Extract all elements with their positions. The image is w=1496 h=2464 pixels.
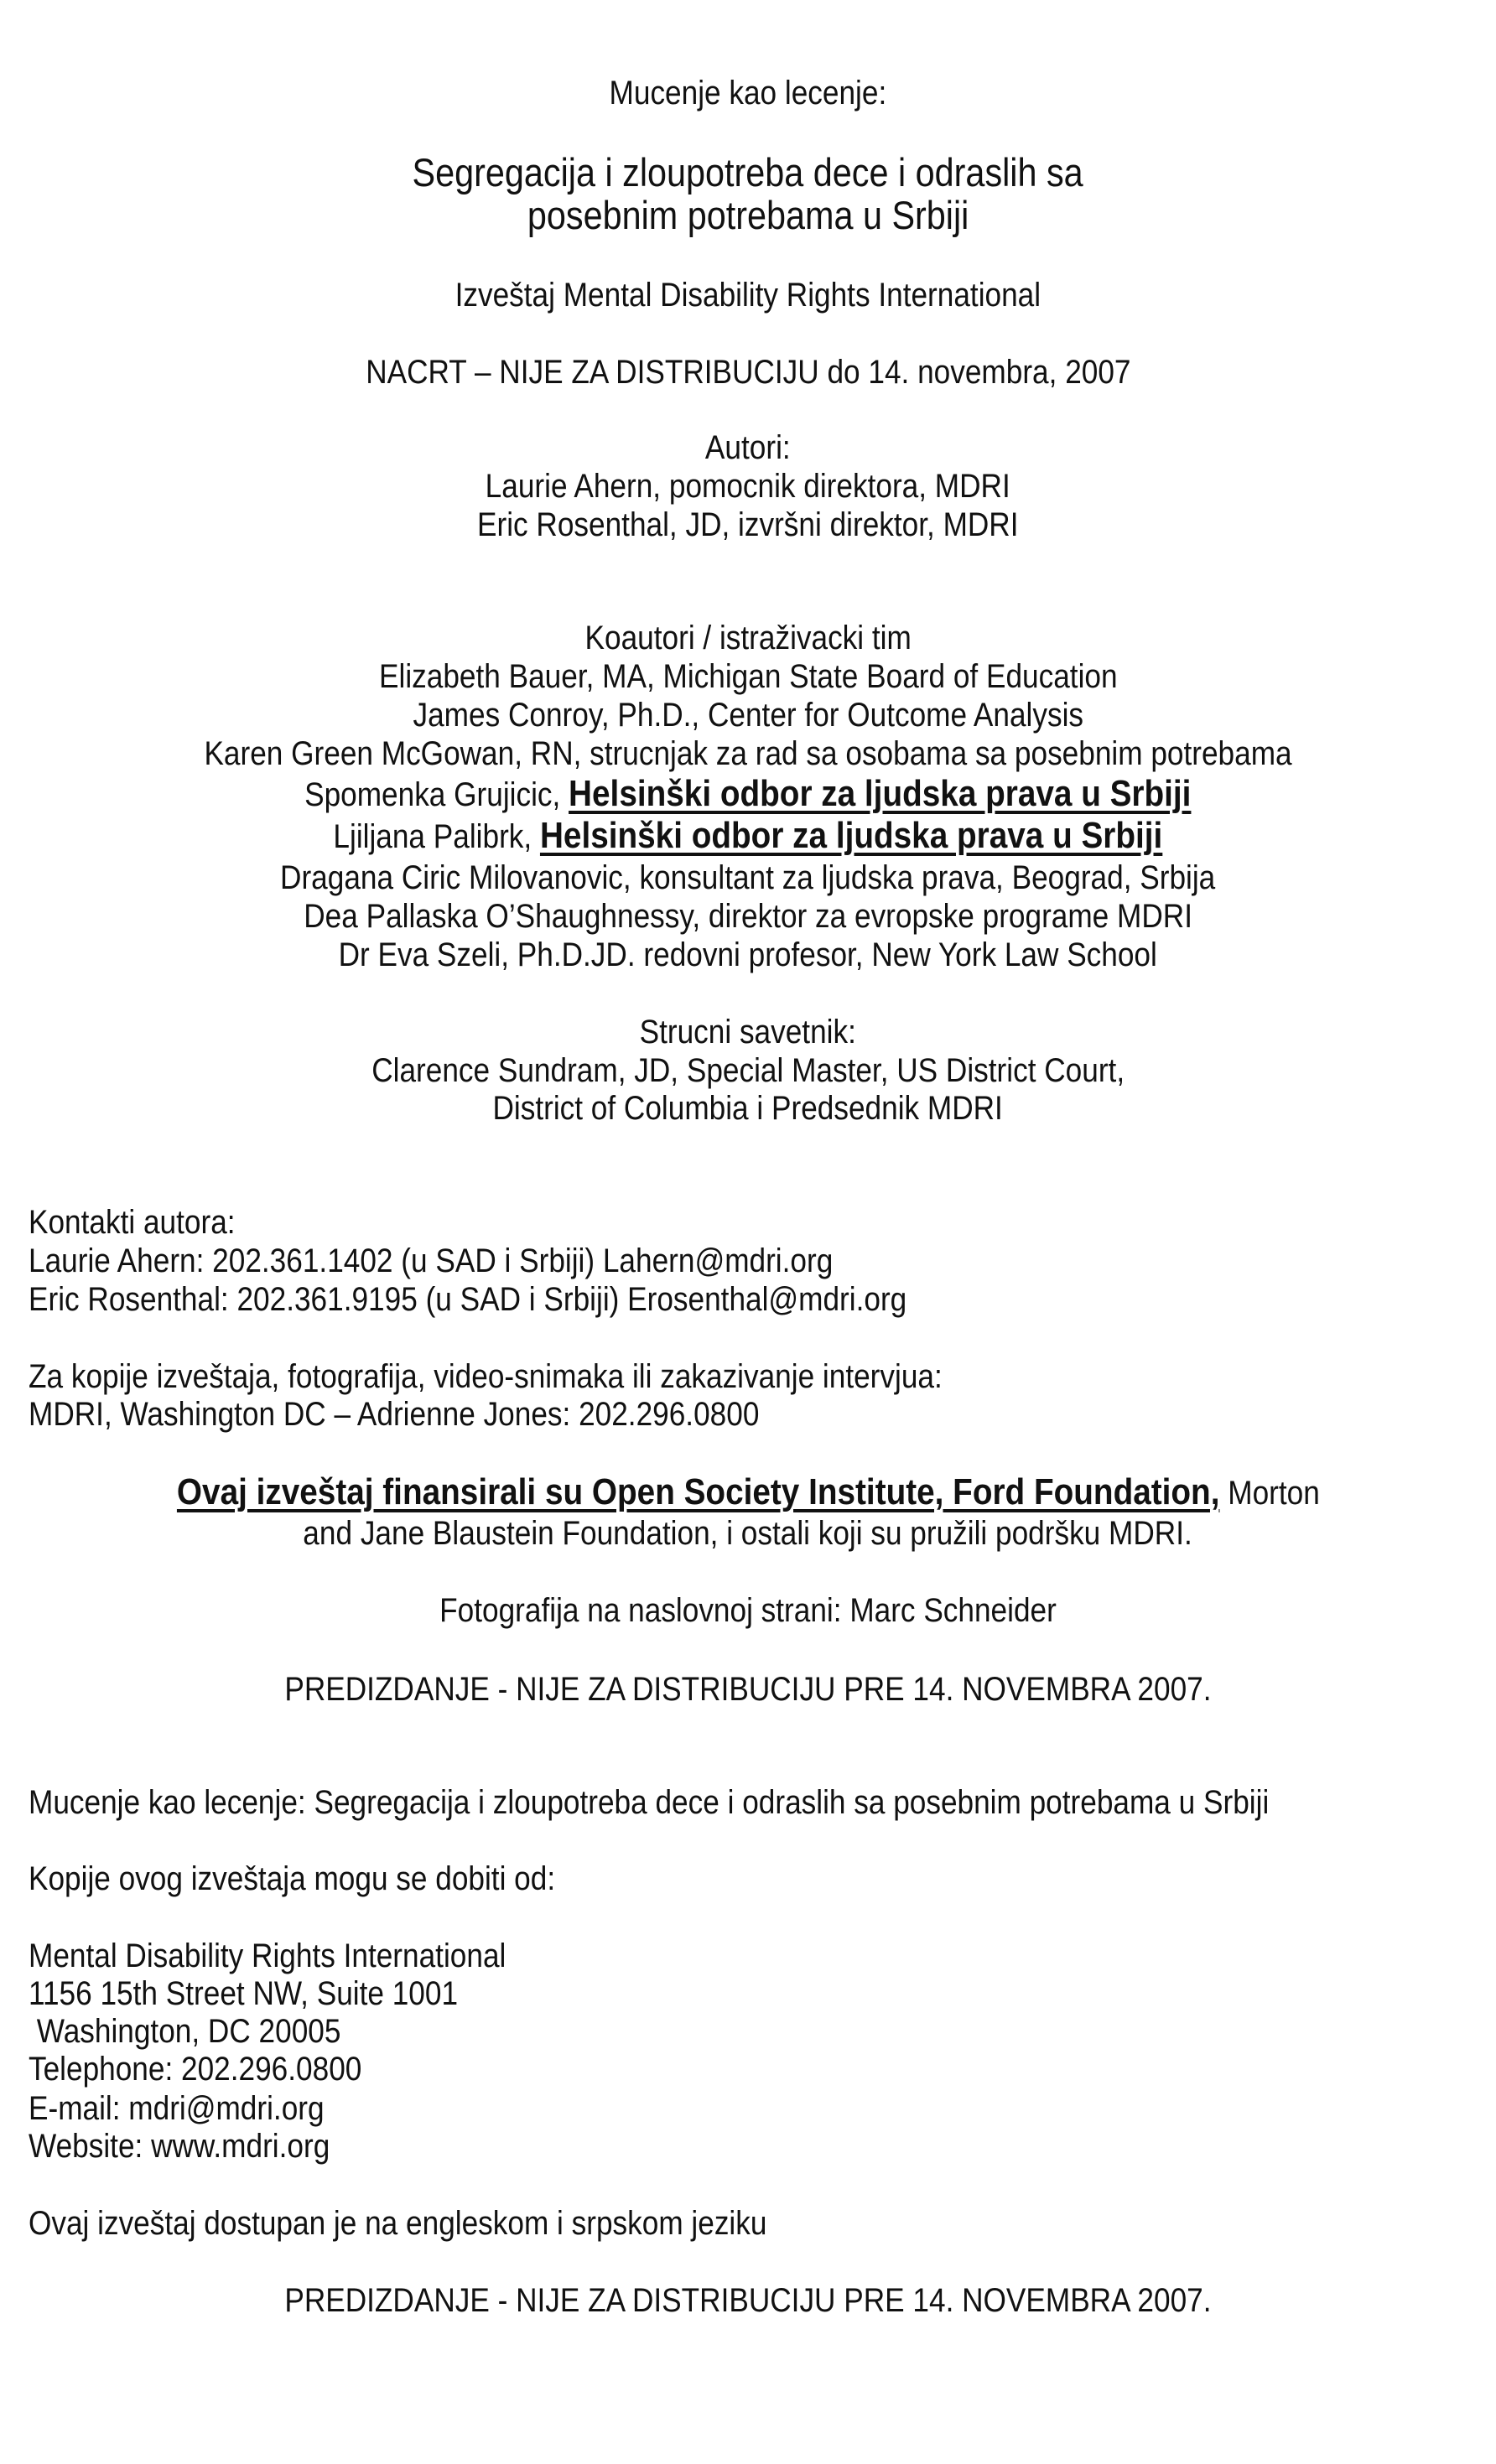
email: E-mail: mdri@mdri.org: [29, 2090, 325, 2127]
draft-notice-text: NACRT – NIJE ZA DISTRIBUCIJU do 14. novembra, 2007: [365, 354, 1131, 391]
address-line: [29, 2127, 1488, 2166]
coauthors-heading-text: Koautori / istraživacki tim: [584, 620, 912, 656]
advisor-line: [0, 1051, 1496, 1090]
coauthor-name: Spomenka Grujicic,: [304, 776, 569, 813]
prerelease-notice-text: PREDIZDANJE - NIJE ZA DISTRIBUCIJU PRE 14. NOVEMBRA 2007.: [284, 1671, 1212, 1708]
coauthor-item: [0, 936, 1496, 974]
contact-item: [29, 1242, 1488, 1280]
pretitle: [0, 74, 1496, 112]
coauthor-name: Ljiljana Palibrk,: [333, 818, 541, 855]
funding-rest-text: Morton: [1219, 1475, 1320, 1512]
website: Website: www.mdri.org: [29, 2128, 330, 2165]
coauthor-item: [0, 859, 1496, 897]
contacts-heading: [29, 1203, 1488, 1242]
coauthor-item: [0, 897, 1496, 936]
copies-from: [29, 1860, 1488, 1898]
coauthor-item: [0, 775, 1496, 814]
advisor-line-text: Clarence Sundram, JD, Special Master, US District Court,: [371, 1052, 1125, 1089]
authors-heading: [0, 428, 1496, 467]
copies-from-text: Kopije ovog izveštaja mogu se dobiti od:: [29, 1860, 556, 1897]
coauthor-item: [0, 657, 1496, 696]
city-address: Washington, DC 20005: [29, 2013, 341, 2050]
copies-contact: [29, 1395, 1488, 1434]
photo-credit: [0, 1591, 1496, 1630]
contact-text: Laurie Ahern: 202.361.1402 (u SAD i Srbiji) Lahern@mdri.org: [29, 1242, 834, 1279]
address-line: [29, 1937, 1488, 1975]
address-line: [29, 2012, 1488, 2051]
title-line-2: [0, 194, 1496, 237]
full-title: [29, 1783, 1488, 1822]
title-line-2-text: posebnim potrebama u Srbiji: [527, 193, 969, 237]
address-line: [29, 2089, 1488, 2128]
advisor-line-text: District of Columbia i Predsednik MDRI: [492, 1090, 1004, 1127]
author-name: Laurie Ahern, pomocnik direktora, MDRI: [485, 468, 1011, 505]
prerelease-notice: [0, 1670, 1496, 1709]
copies-heading-text: Za kopije izveštaja, fotografija, video-snimaka ili zakazivanje intervjua:: [29, 1358, 943, 1395]
author-item: [0, 506, 1496, 544]
coauthor-name: Dea Pallaska O’Shaughnessy, direktor za evropske programe MDRI: [304, 898, 1192, 935]
contact-item: [29, 1280, 1488, 1319]
contact-text: Eric Rosenthal: 202.361.9195 (u SAD i Srbiji) Erosenthal@mdri.org: [29, 1281, 907, 1318]
report-of-text: Izveštaj Mental Disability Rights International: [455, 277, 1041, 314]
full-title-text: Mucenje kao lecenje: Segregacija i zloupotreba dece i odraslih sa posebnim potrebama u Srbiji: [29, 1784, 1270, 1821]
helsinki-committee-link[interactable]: Helsinški odbor za ljudska prava u Srbiji: [569, 773, 1192, 814]
coauthor-name: Dr Eva Szeli, Ph.D.JD. redovni profesor, New York Law School: [338, 936, 1158, 973]
coauthor-item: [0, 817, 1496, 856]
authors-heading-text: Autori:: [705, 429, 791, 466]
prerelease-notice-footer-text: PREDIZDANJE - NIJE ZA DISTRIBUCIJU PRE 14. NOVEMBRA 2007.: [284, 2282, 1212, 2319]
address-line: [29, 2050, 1488, 2088]
languages-note-text: Ovaj izveštaj dostupan je na engleskom i srpskom jeziku: [29, 2205, 767, 2242]
languages-note: [29, 2204, 1488, 2243]
advisor-line: [0, 1089, 1496, 1128]
funding-line-2-text: and Jane Blaustein Foundation, i ostali koji su pružili podršku MDRI.: [303, 1515, 1193, 1552]
author-name: Eric Rosenthal, JD, izvršni direktor, MDRI: [477, 506, 1019, 543]
coauthor-name: Dragana Ciric Milovanovic, konsultant za ljudska prava, Beograd, Srbija: [280, 859, 1216, 896]
funders-link[interactable]: Ovaj izveštaj finansirali su Open Society Institute, Ford Foundation,: [176, 1471, 1220, 1512]
pretitle-text: Mucenje kao lecenje:: [609, 75, 887, 112]
advisor-heading-text: Strucni savetnik:: [639, 1014, 857, 1050]
coauthor-name: James Conroy, Ph.D., Center for Outcome Analysis: [413, 697, 1083, 734]
funding-line-2: [0, 1514, 1496, 1553]
photo-credit-text: Fotografija na naslovnoj strani: Marc Schneider: [439, 1592, 1057, 1629]
coauthors-heading: [0, 619, 1496, 657]
prerelease-notice-footer: [0, 2281, 1496, 2320]
title-line-1-text: Segregacija i zloupotreba dece i odraslih sa: [412, 150, 1084, 195]
contacts-heading-text: Kontakti autora:: [29, 1204, 236, 1241]
copies-contact-text: MDRI, Washington DC – Adrienne Jones: 202.296.0800: [29, 1396, 760, 1433]
coauthor-item: [0, 734, 1496, 773]
author-item: [0, 467, 1496, 506]
street-address: 1156 15th Street NW, Suite 1001: [29, 1975, 459, 2012]
org-name: Mental Disability Rights International: [29, 1937, 506, 1974]
helsinki-committee-link[interactable]: Helsinški odbor za ljudska prava u Srbiji: [540, 815, 1163, 856]
title-line-1: [0, 151, 1496, 195]
report-of: [0, 276, 1496, 314]
address-line: [29, 1974, 1488, 2013]
coauthor-name: Karen Green McGowan, RN, strucnjak za rad sa osobama sa posebnim potrebama: [204, 735, 1292, 772]
telephone: Telephone: 202.296.0800: [29, 2051, 362, 2088]
funding-line-1: [0, 1473, 1496, 1512]
advisor-heading: [0, 1013, 1496, 1051]
coauthor-item: [0, 696, 1496, 734]
draft-notice: [0, 353, 1496, 392]
copies-heading: [29, 1357, 1488, 1396]
coauthor-name: Elizabeth Bauer, MA, Michigan State Board of Education: [378, 658, 1118, 695]
